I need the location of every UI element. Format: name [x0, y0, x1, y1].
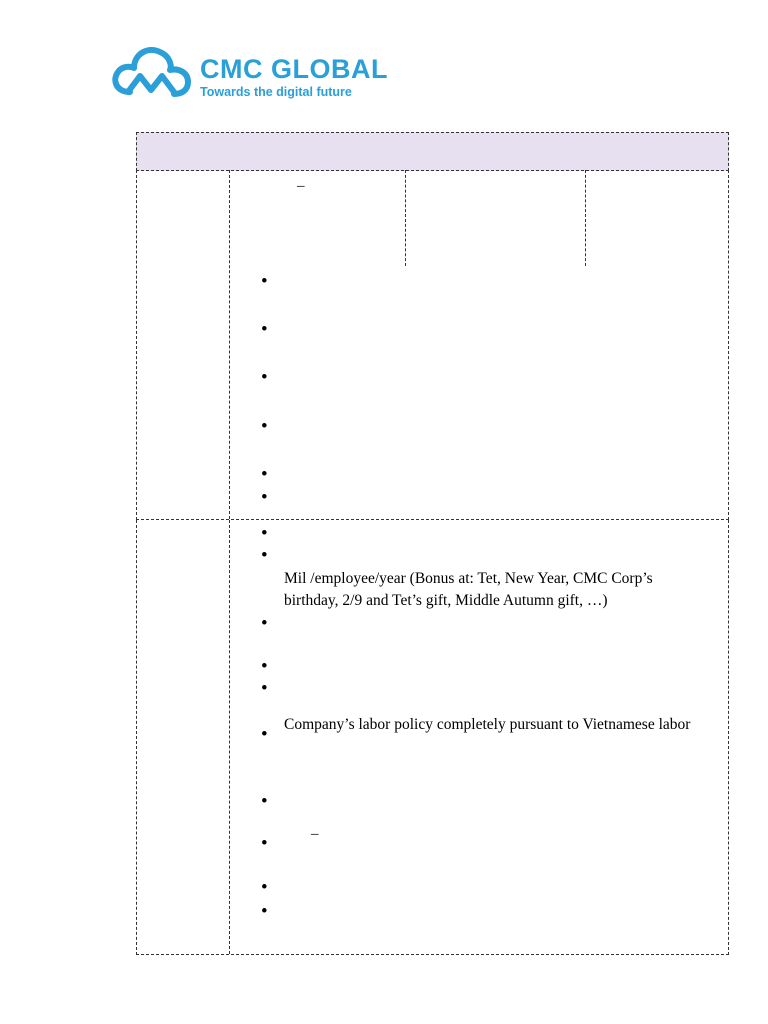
cloud-logo-icon [108, 42, 194, 100]
table-header-band [136, 132, 729, 171]
inner-column-divider [405, 170, 406, 266]
column-divider [229, 170, 230, 519]
bullet-item [261, 272, 268, 291]
bullet-item [261, 465, 268, 484]
dash-mark: – [297, 178, 305, 194]
bullet-item [261, 320, 268, 339]
brand-tagline: Towards the digital future [200, 85, 352, 99]
bullet-item [261, 679, 268, 698]
company-logo [108, 40, 388, 104]
bullet-item [261, 834, 268, 853]
table-row-2 [136, 520, 729, 955]
inner-column-divider [585, 170, 586, 266]
bullet-item [261, 546, 268, 565]
bullet-item [261, 488, 268, 507]
bullet-item [261, 417, 268, 436]
labor-policy-text: Company’s labor policy completely pursuant to Vietnamese labor [284, 716, 691, 733]
table-row-1 [136, 170, 729, 520]
column-divider [229, 520, 230, 954]
bullet-item [261, 614, 268, 633]
benefits-table [136, 132, 729, 956]
bonus-text-line-2: birthday, 2/9 and Tet’s gift, Middle Autumn gift, …) [284, 592, 608, 609]
brand-name: CMC GLOBAL [200, 54, 388, 84]
bullet-item [261, 725, 268, 744]
bonus-text-line-1: Mil /employee/year (Bonus at: Tet, New Year, CMC Corp’s [284, 570, 653, 587]
bullet-item [261, 792, 268, 811]
dash-mark: – [311, 826, 319, 842]
bullet-item [261, 368, 268, 387]
bullet-item [261, 902, 268, 921]
bullet-item [261, 878, 268, 897]
bullet-item [261, 524, 268, 543]
bullet-item [261, 657, 268, 676]
